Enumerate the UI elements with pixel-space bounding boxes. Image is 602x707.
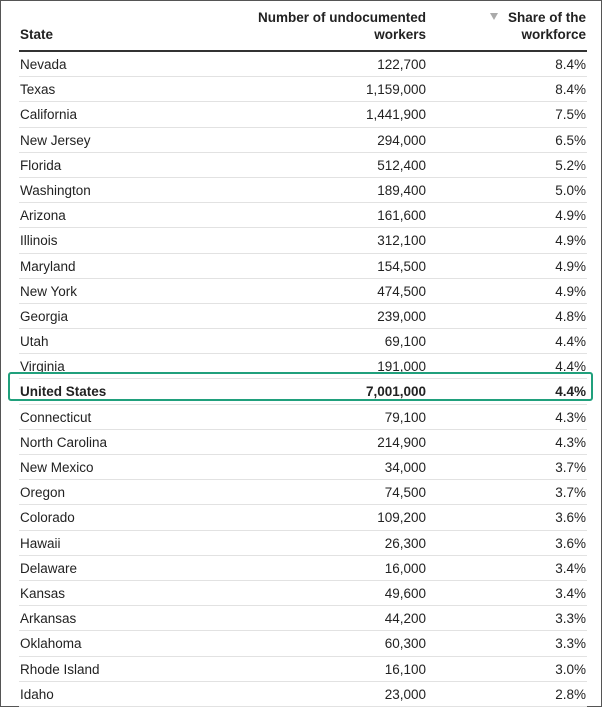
workers-cell: 1,441,900 <box>365 107 426 123</box>
table-row <box>19 505 587 530</box>
share-cell: 5.0% <box>555 182 586 198</box>
table-row <box>19 657 587 682</box>
table-row <box>19 128 587 153</box>
state-cell: New Mexico <box>20 460 94 475</box>
column-header-share-line2: workforce <box>521 27 586 42</box>
workers-cell: 109,200 <box>377 510 426 526</box>
table-row <box>19 480 587 505</box>
table-row <box>19 254 587 279</box>
workers-cell: 69,100 <box>384 334 426 350</box>
workers-cell: 239,000 <box>377 308 426 324</box>
share-cell: 4.4% <box>555 334 586 350</box>
state-cell: Arkansas <box>20 611 77 627</box>
workers-cell: 23,000 <box>384 686 426 702</box>
workers-cell: 512,400 <box>377 157 426 173</box>
state-cell: California <box>20 107 78 123</box>
table-row <box>19 178 587 203</box>
state-cell: Rhode Island <box>20 661 100 677</box>
workers-cell: 26,300 <box>384 535 426 551</box>
column-header-state-label: State <box>20 27 54 42</box>
share-cell: 3.3% <box>555 636 586 652</box>
state-cell: North Carolina <box>20 434 108 450</box>
state-cell: Texas <box>20 82 56 98</box>
share-cell: 8.4% <box>555 57 586 72</box>
data-table <box>19 1 587 707</box>
workers-cell: 312,100 <box>377 233 426 249</box>
table-row <box>19 430 587 455</box>
workers-cell: 16,100 <box>384 661 426 677</box>
workers-cell: 34,000 <box>384 460 426 475</box>
state-cell: Utah <box>20 334 49 350</box>
state-cell: Hawaii <box>20 535 61 551</box>
share-cell: 8.4% <box>555 82 586 98</box>
state-cell: Washington <box>20 182 91 198</box>
table-row <box>19 455 587 480</box>
state-cell: Florida <box>20 157 62 173</box>
column-header-share-line1: Share of the <box>507 10 586 25</box>
state-cell: New Jersey <box>20 132 91 148</box>
workers-cell: 154,500 <box>377 258 426 274</box>
workers-cell: 79,100 <box>384 409 426 425</box>
workers-cell: 7,001,000 <box>365 384 426 400</box>
workers-cell: 191,000 <box>377 359 426 375</box>
share-cell: 3.0% <box>555 661 586 677</box>
share-cell: 3.3% <box>555 611 586 627</box>
table-row <box>19 77 587 102</box>
share-cell: 3.7% <box>555 460 586 475</box>
state-cell: Maryland <box>20 258 76 274</box>
table-row <box>19 682 587 707</box>
workers-cell: 161,600 <box>377 208 426 224</box>
state-cell: Nevada <box>20 57 67 72</box>
table-header <box>19 1 587 52</box>
share-cell: 4.9% <box>555 208 586 224</box>
table-row <box>19 153 587 178</box>
column-header-workers-line1: Number of undocumented <box>258 10 426 25</box>
table-row <box>19 304 587 329</box>
share-cell: 2.8% <box>555 686 586 702</box>
state-cell: Illinois <box>20 233 58 249</box>
table-row <box>19 102 587 127</box>
table-row <box>19 228 587 253</box>
state-cell: Delaware <box>20 560 78 576</box>
workers-cell: 294,000 <box>377 132 426 148</box>
table-row <box>19 354 587 379</box>
share-cell: 3.6% <box>555 535 586 551</box>
workers-cell: 60,300 <box>384 636 426 652</box>
column-header-workers-line2: workers <box>374 27 426 42</box>
table-row <box>19 581 587 606</box>
workers-cell: 474,500 <box>377 283 426 299</box>
workers-cell: 1,159,000 <box>365 82 426 98</box>
share-cell: 7.5% <box>555 107 586 123</box>
workers-cell: 44,200 <box>384 611 426 627</box>
workers-cell: 16,000 <box>384 560 426 576</box>
workers-cell: 189,400 <box>377 182 426 198</box>
share-cell: 4.3% <box>555 434 586 450</box>
workers-cell: 74,500 <box>384 485 426 501</box>
share-cell: 6.5% <box>555 132 586 148</box>
share-cell: 3.4% <box>555 560 586 576</box>
table-row <box>19 556 587 581</box>
workers-cell: 122,700 <box>377 57 426 72</box>
state-cell: Oklahoma <box>20 636 82 652</box>
table-row <box>19 606 587 631</box>
share-cell: 4.4% <box>555 384 586 400</box>
share-cell: 4.3% <box>555 409 586 425</box>
workers-cell: 214,900 <box>377 434 426 450</box>
table-row <box>19 405 587 430</box>
column-header-state[interactable] <box>20 26 53 43</box>
share-cell: 5.2% <box>555 157 586 173</box>
state-cell: Georgia <box>20 308 69 324</box>
state-cell: United States <box>20 384 107 400</box>
state-cell: Arizona <box>20 208 66 224</box>
table-row <box>19 531 587 556</box>
column-header-share[interactable] <box>466 9 586 43</box>
state-cell: Connecticut <box>20 409 92 425</box>
workers-cell: 49,600 <box>384 585 426 601</box>
table-body <box>19 52 587 707</box>
state-cell: Kansas <box>20 585 66 601</box>
table-row <box>19 279 587 304</box>
share-cell: 3.6% <box>555 510 586 526</box>
state-cell: Virginia <box>20 359 65 375</box>
table-row <box>19 203 587 228</box>
table-row <box>19 52 587 77</box>
table-row <box>19 329 587 354</box>
share-cell: 4.9% <box>555 258 586 274</box>
table-row <box>19 631 587 656</box>
state-cell: New York <box>20 283 78 299</box>
state-cell: Colorado <box>20 510 75 526</box>
table-row-united-states <box>19 379 587 404</box>
share-cell: 4.9% <box>555 283 586 299</box>
share-cell: 4.4% <box>555 359 586 375</box>
column-header-workers[interactable] <box>226 9 426 43</box>
share-cell: 3.7% <box>555 485 586 501</box>
state-cell: Idaho <box>20 686 54 702</box>
share-cell: 4.8% <box>555 308 586 324</box>
state-cell: Oregon <box>20 485 66 501</box>
share-cell: 3.4% <box>555 585 586 601</box>
share-cell: 4.9% <box>555 233 586 249</box>
